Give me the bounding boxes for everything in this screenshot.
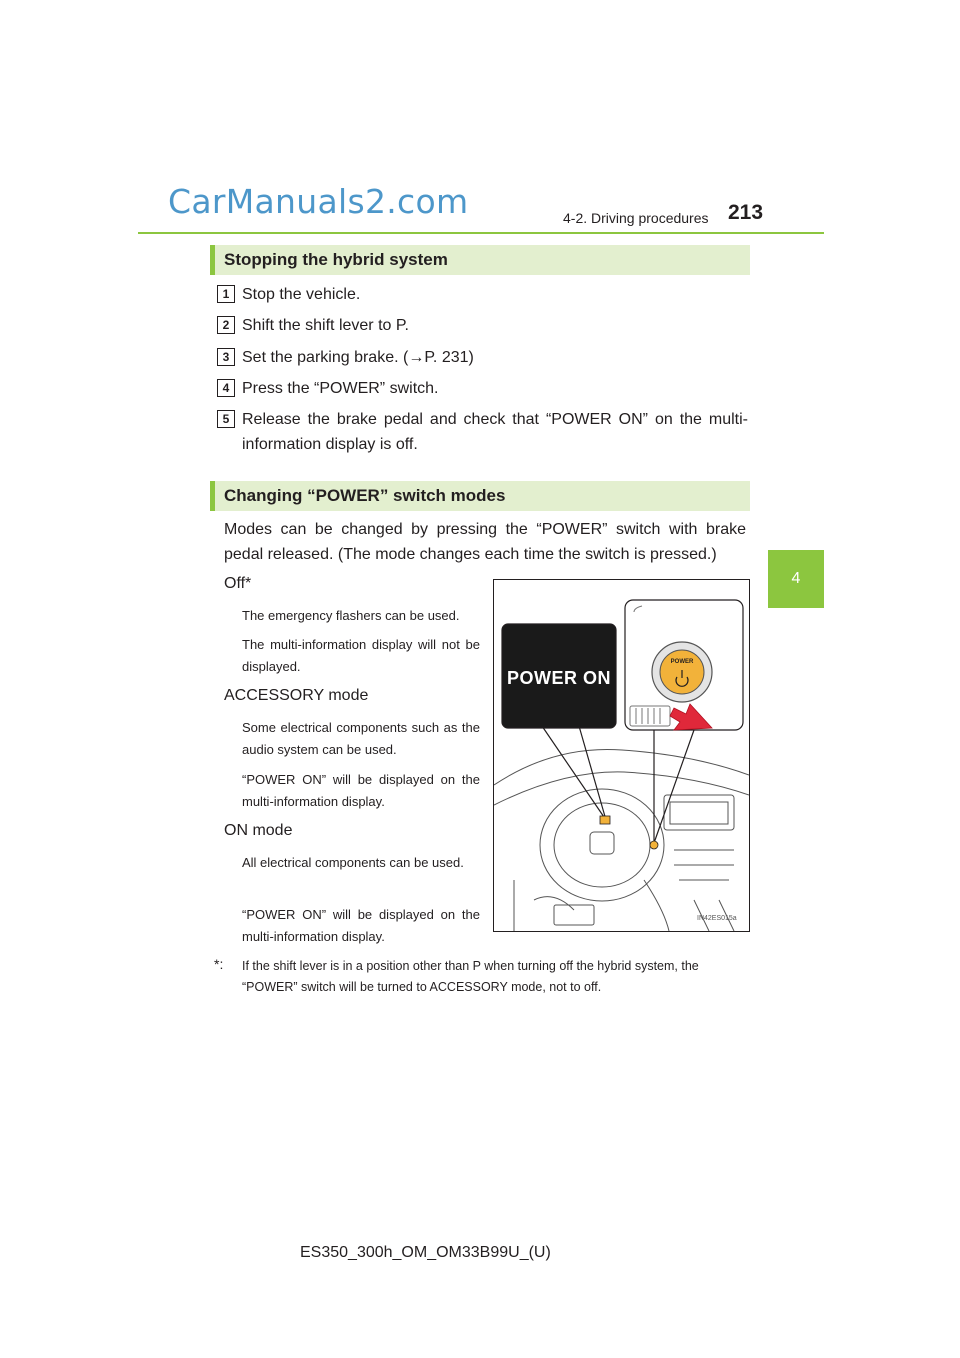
power-switch-illustration — [493, 579, 750, 932]
step-text-1: Stop the vehicle. — [242, 286, 361, 303]
mode-desc-off-2: The multi-information display will not be displayed. — [242, 637, 480, 674]
step-text-2: Shift the shift lever to P. — [242, 317, 409, 334]
step-text-5-line1: Release the brake pedal and check that “POWER ON” on the multi- — [242, 411, 748, 428]
mode-title-off: Off* — [224, 575, 252, 592]
intro-line-2: pedal released. (The mode changes each time the switch is pressed.) — [224, 546, 717, 563]
footnote-text: If the shift lever is in a position other than P when turning off the hybrid system, the “POWER” switch will be turned to ACCESSORY mode, not to off. — [242, 959, 699, 994]
mode-desc-accessory-2: “POWER ON” will be displayed on the multi-information display. — [242, 772, 480, 809]
display-marker-icon — [600, 816, 610, 824]
header-rule — [138, 232, 824, 234]
mode-desc-on-2: “POWER ON” will be displayed on the multi-information display. — [242, 907, 480, 944]
switch-marker-icon — [650, 841, 658, 849]
changing-title: Changing “POWER” switch modes — [224, 486, 506, 505]
document-code: ES350_300h_OM_OM33B99U_(U) — [300, 1244, 551, 1261]
mode-desc-on-1: All electrical components can be used. — [242, 855, 464, 870]
watermark-logo: CarManuals2.com — [168, 182, 469, 221]
mode-title-on: ON mode — [224, 822, 293, 839]
step-text-4: Press the “POWER” switch. — [242, 380, 439, 397]
step-badge-2: 2 — [217, 316, 235, 334]
mode-title-accessory: ACCESSORY mode — [224, 687, 369, 704]
page-number: 213 — [728, 201, 764, 224]
figure-code: IN42ES015a — [697, 915, 737, 922]
step-text-5-line2: information display is off. — [242, 436, 418, 453]
footnote-mark: *: — [214, 956, 224, 972]
chapter-tab — [768, 550, 824, 608]
step-badge-4: 4 — [217, 379, 235, 397]
stopping-section-heading — [210, 245, 750, 275]
step-badge-3: 3 — [217, 348, 235, 366]
stopping-title: Stopping the hybrid system — [224, 250, 448, 269]
dashboard-drawing — [494, 580, 749, 931]
button-label: POWER — [670, 659, 694, 665]
intro-line-1: Modes can be changed by pressing the “POWER” switch with brake — [224, 521, 746, 538]
chapter-number: 4 — [791, 570, 801, 587]
step-badge-5: 5 — [217, 410, 235, 428]
changing-section-heading — [210, 481, 750, 511]
step-badge-1: 1 — [217, 285, 235, 303]
section-label: 4-2. Driving procedures — [563, 210, 709, 226]
display-text: POWER ON — [506, 668, 611, 688]
step-text-3: Set the parking brake. (→P. 231) — [242, 349, 474, 366]
mode-desc-accessory-1: Some electrical components such as the audio system can be used. — [242, 720, 480, 757]
mode-desc-off-1: The emergency flashers can be used. — [242, 608, 460, 623]
